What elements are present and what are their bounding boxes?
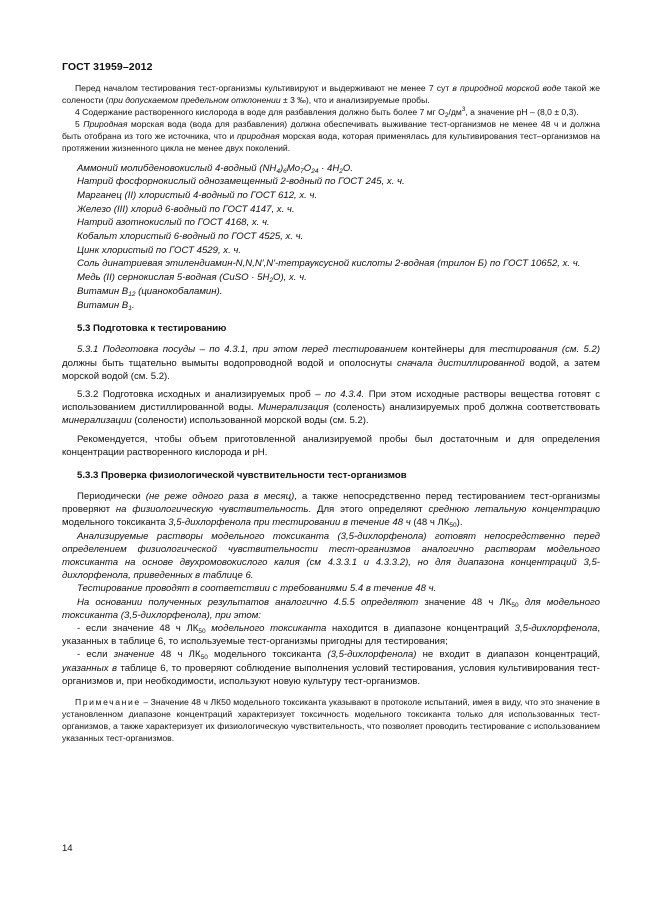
paragraph-testing: Тестирование проводят в соответствии с требованиями 5.4 в течение 48 ч. [77, 583, 437, 595]
document-header: ГОСТ 31959–2012 [62, 61, 153, 73]
reagent-line: Марганец (II) хлористый 4-водный по ГОСТ 612, х. ч. [77, 189, 318, 201]
paragraph-5-3-1: 5.3.1 Подготовка посуды – по 4.3.1, при этом перед тестированием контейнеры для тестирования (см. 5.2) должны быть тщательно вымыты водопроводной водой и ополоснуты сначала дистиллированной водой, а затем морской водой (см. 5.2). [62, 344, 601, 382]
paragraph-results: На основании полученных результатов аналогично 4.5.5 определяют значение 48 ч $ЛК_{50}$ для модельного токсиканта (3,5-дихлорфенола), при этом: [62, 596, 600, 621]
paragraph-recommendation: Рекомендуется, чтобы объем приготовленной анализируемой пробы был достаточным и для определения концентрации растворенного кислорода и pH. [62, 433, 600, 458]
reagent-line: Натрий фосфорнокислый однозамещенный 2-водный по ГОСТ 245, х. ч. [77, 176, 405, 188]
reagent-line: Витамин $B_{12}$ (цианокобаламин). [77, 285, 223, 298]
reagent-line: Аммоний молибденовокислый 4-водный $(NH_4)_6Mo_7O_{24} \cdot 4H_2O$. [77, 162, 354, 175]
section-heading-5-3: 5.3 Подготовка к тестированию [77, 323, 227, 335]
paragraph-note-3: Перед началом тестирования тест-организмы культивируют и выдерживают не менее 7 сут в природной морской воде такой же солености (при допускаемом предельном отклонении ± 3 ‰), что и анализируемые пробы. [62, 83, 601, 106]
reagent-line: Цинк хлористый по ГОСТ 4529, х. ч. [77, 244, 242, 256]
list-item-out-of-range: - если значение 48 ч $ЛК_{50}$ модельного токсиканта (3,5-дихлорфенола) не входит в диапазон концентраций, указанных в таблице 6, то проверяют соблюдение выполнения условий тестирования, условия культивирования тест-организмов и, при необходимости, используют новую культуру тест-организмов. [62, 649, 600, 687]
paragraph-note-4: 4 Содержание растворенного кислорода в воде для разбавления должно быть более 7 мг $О_2/дм^3$, а значение pH – (8,0 ± 0,3). [75, 106, 579, 120]
reagent-line: Витамин $B_1$. [77, 299, 135, 312]
paragraph-periodic-check: Периодически (не реже одного раза в месяц), а также непосредственно перед тестированием тест-организмы проверяют на физиологическую чувствительность. Для этого определяют среднюю летальную концентрацию модельного токсиканта 3,5-дихлорфенола при тестировании в течение 48 ч (48 ч $ЛК_{50}$). [62, 490, 600, 530]
note-paragraph: Примечание – Значение 48 ч ЛК50 модельного токсиканта указывают в протоколе испытаний, имея в виду, что это значение в установленном диапазоне концентраций характеризует токсичность модельного токсиканта только для использованных тест-организмов, а также характеризует их физиологическую чувствительность, что позволяет проводить тестирование с использованием указанных тест-организмов. [62, 696, 600, 744]
reagent-line: Натрий азотнокислый по ГОСТ 4168, х. ч. [77, 217, 270, 229]
paragraph-solutions: Анализируемые растворы модельного токсиканта (3,5-дихлорфенола) готовят непосредственно перед определением физиологической чувствительности тест-организмов аналогично растворам модельного токсиканта на основе двухромовокислого калия (см 4.3.3.1 и 4.3.3.2), но для диапазона концентраций 3,5-дихлорфенола, приведенных в таблице 6. [62, 530, 600, 582]
paragraph-note-5: 5 Природная морская вода (вода для разбавления) должна обеспечивать выживание тест-организмов не менее 48 ч и должна быть отобрана из того же источника, что и природная морская вода, которая применялась для культивирования тест–организмов на протяжении жизненного цикла не менее двух поколений. [62, 119, 600, 154]
list-item-within-range: - если значение 48 ч $ЛК_{50}$ модельного токсиканта находится в диапазоне концентраций 3,5-дихлорфенола, указанных в таблице 6, то используемые тест-организмы пригодны для тестирования; [62, 622, 600, 648]
section-heading-5-3-3: 5.3.3 Проверка физиологической чувствительности тест-организмов [77, 469, 407, 481]
reagent-line: Кобальт хлористый 6-водный по ГОСТ 4525, х. ч. [77, 231, 304, 243]
paragraph-5-3-2: 5.3.2 Подготовка исходных и анализируемых проб – по 4.3.4. При этом исходные растворы вещества готовят с использованием дистиллированной воды. Минерализация (соленость) анализируемых проб должна соответствовать минерализации (солености) использованной морской воды (см. 5.2). [62, 388, 600, 427]
reagent-line: Железо (III) хлорид 6-водный по ГОСТ 4147, х. ч. [77, 203, 295, 215]
page-number: 14 [62, 843, 73, 854]
page-content [62, 82, 600, 744]
reagent-line: Медь (II) сернокислая 5-водная (CuSO · $5H_2O$), х. ч. [77, 272, 307, 285]
reagent-line: Соль динатриевая этилендиамин-N,N,N',N'-тетрауксусной кислоты 2-водная (трилон Б) по ГОСТ 10652, х. ч. [77, 258, 581, 270]
